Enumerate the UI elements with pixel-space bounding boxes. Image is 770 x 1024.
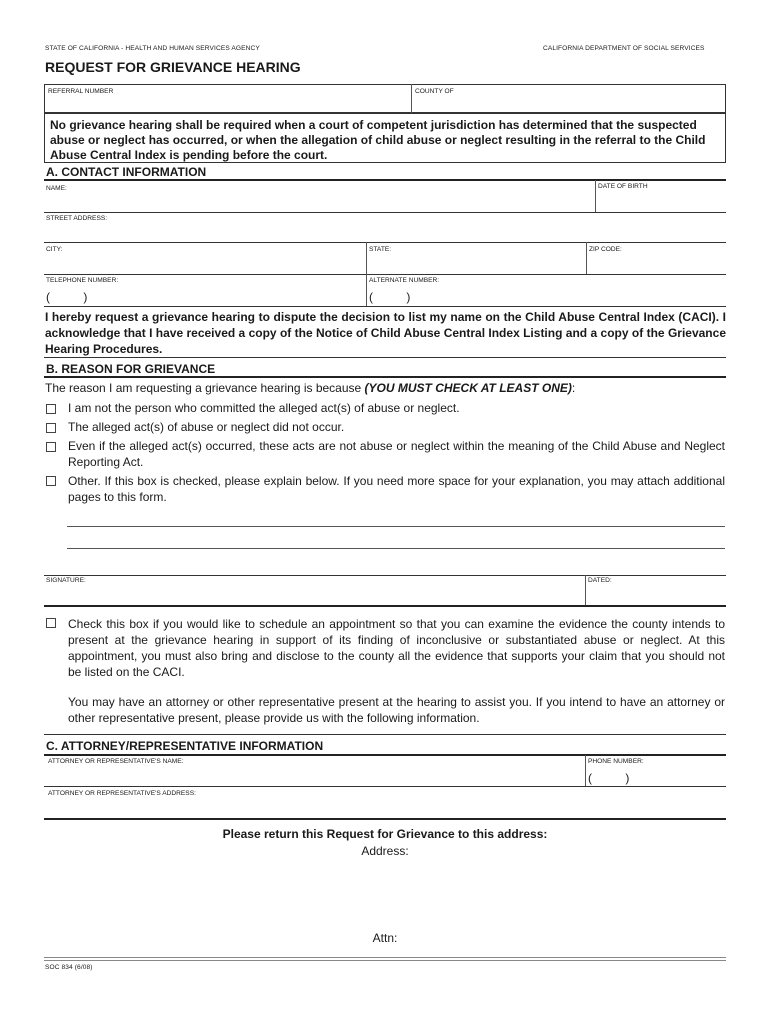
department-header: CALIFORNIA DEPARTMENT OF SOCIAL SERVICES xyxy=(543,45,705,52)
street-label: STREET ADDRESS: xyxy=(46,215,108,222)
reason-checkbox-4[interactable] xyxy=(46,476,56,486)
section-b-title: B. REASON FOR GRIEVANCE xyxy=(46,362,216,376)
dob-label: DATE OF BIRTH xyxy=(598,183,648,190)
reason-intro-prefix: The reason I am requesting a grievance hearing is because xyxy=(45,381,365,395)
name-input[interactable] xyxy=(46,194,590,210)
street-input[interactable] xyxy=(46,225,726,241)
referral-number-label: REFERRAL NUMBER xyxy=(48,88,114,95)
reason-checkbox-2[interactable] xyxy=(46,423,56,433)
zip-label: ZIP CODE: xyxy=(589,246,622,253)
reason-option-3: Even if the alleged act(s) occurred, these acts are not abuse or neglect within the meaning of the Child Abuse and Neglect Reporting Act. xyxy=(68,439,725,469)
explanation-line-1[interactable] xyxy=(67,526,725,527)
form-title: REQUEST FOR GRIEVANCE HEARING xyxy=(45,59,301,75)
name-label: NAME: xyxy=(46,185,67,192)
notice-line-3: Abuse Central Index is pending before the court. xyxy=(50,148,328,162)
attorney-phone-label: PHONE NUMBER: xyxy=(588,758,644,765)
reason-intro xyxy=(45,381,575,397)
county-of-label: COUNTY OF xyxy=(415,88,454,95)
attorney-note: You may have an attorney or other representative present at the hearing to assist you. If you intend to have an attorney or other representative present, please provide us with the following information. xyxy=(68,695,725,725)
state-input[interactable] xyxy=(369,256,585,272)
dated-input[interactable] xyxy=(588,588,726,604)
alternate-area-code[interactable]: ( ) xyxy=(369,290,411,304)
reason-checkbox-1[interactable] xyxy=(46,404,56,414)
attorney-address-label: ATTORNEY OR REPRESENTATIVE'S ADDRESS: xyxy=(48,790,196,797)
reason-intro-suffix: : xyxy=(571,381,576,395)
section-c-title: C. ATTORNEY/REPRESENTATIVE INFORMATION xyxy=(46,739,324,753)
notice-line-1: No grievance hearing shall be required when a court of competent jurisdiction has determined that the suspected xyxy=(50,118,697,132)
appointment-checkbox[interactable] xyxy=(46,618,56,628)
state-label: STATE: xyxy=(369,246,392,253)
reason-option-1: I am not the person who committed the alleged act(s) of abuse or neglect. xyxy=(68,401,460,415)
county-of-input[interactable] xyxy=(415,97,724,113)
city-input[interactable] xyxy=(46,256,365,272)
return-heading: Please return this Request for Grievance to this address: xyxy=(222,827,548,841)
form-number: SOC 834 (6/08) xyxy=(45,964,93,971)
agency-header: STATE OF CALIFORNIA - HEALTH AND HUMAN SERVICES AGENCY xyxy=(45,45,260,52)
dob-input[interactable] xyxy=(598,194,726,210)
attorney-name-label: ATTORNEY OR REPRESENTATIVE'S NAME: xyxy=(48,758,184,765)
section-a-title: A. CONTACT INFORMATION xyxy=(46,165,207,179)
reason-option-4: Other. If this box is checked, please explain below. If you need more space for your explanation, you may attach additional pages to this form. xyxy=(68,474,725,504)
explanation-line-2[interactable] xyxy=(67,548,725,549)
return-address-label: Address: xyxy=(361,844,409,858)
appointment-text: Check this box if you would like to schedule an appointment so that you can examine the evidence the county intends to present at the grievance hearing in support of its finding of inconclusive or substantiated abuse or neglect. At this appointment, you must also bring and disclose to the county all the evidence that supports your claim that you should not be listed on the CACI. xyxy=(68,617,725,679)
return-attn-label: Attn: xyxy=(372,931,398,945)
reason-option-2: The alleged act(s) of abuse or neglect did not occur. xyxy=(68,420,345,434)
signature-label: SIGNATURE: xyxy=(46,577,86,584)
request-statement: I hereby request a grievance hearing to dispute the decision to list my name on the Child Abuse Central Index (CACI). I acknowledge that I have received a copy of the Notice of Child Abuse Central Index Listing and a copy of the Grievance Hearing Procedures. xyxy=(45,310,726,356)
reason-intro-emphasis: (YOU MUST CHECK AT LEAST ONE) xyxy=(364,381,572,395)
referral-number-input[interactable] xyxy=(48,97,407,113)
dated-label: DATED: xyxy=(588,577,612,584)
zip-input[interactable] xyxy=(589,256,726,272)
notice-line-2: abuse or neglect has occurred, or when the allegation of child abuse or neglect resulting in the referral to the Child xyxy=(50,133,706,147)
attorney-name-input[interactable] xyxy=(48,769,582,785)
telephone-label: TELEPHONE NUMBER: xyxy=(46,277,119,284)
attorney-address-input[interactable] xyxy=(48,800,726,816)
alternate-label: ALTERNATE NUMBER: xyxy=(369,277,440,284)
city-label: CITY: xyxy=(46,246,63,253)
reason-checkbox-3[interactable] xyxy=(46,442,56,452)
signature-input[interactable] xyxy=(46,588,584,604)
attorney-phone-area-code[interactable]: ( ) xyxy=(588,771,630,785)
telephone-area-code[interactable]: ( ) xyxy=(46,290,88,304)
